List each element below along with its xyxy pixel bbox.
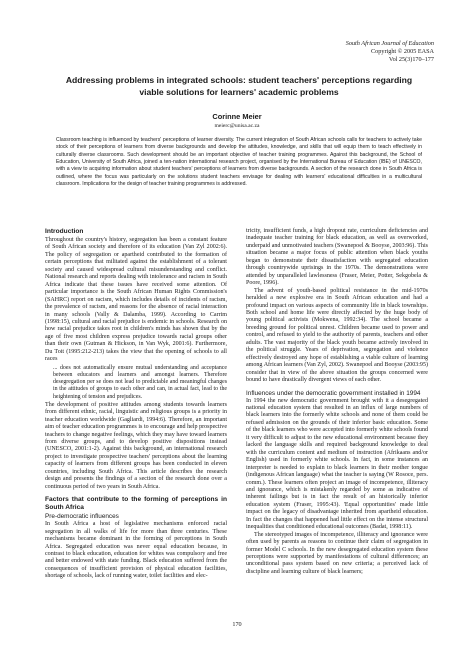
democratic-heading: Influences under the democratic government installed in 1994 bbox=[246, 389, 421, 397]
intro-paragraph-1: Throughout the country's history, segregation has been a constant feature of South African society and therefore of its education (Van Zyl 2002:6). The policy of segregation or apartheid contributed to the formation of certain perceptions that militated against the establishment of a tolerant society and caused widespread cultural misunderstanding and conflict. National research and reports dealing with intolerance and racism in South Africa indicate that these issues have received some attention. Of particular importance is the South African Human Rights Commission's (SAHRC) report on racism, which includes details of incidents of racism, the prevalence of racism, and reasons for the absence of racial interaction in many schools (Vally & Dalamba, 1999). According to Carrim (1998:15), cultural and racial prejudice is endemic in schools. Research on how racial prejudice takes root in children's minds has shown that by the age of five most children express prejudice towards racial groups other than their own (Gutman & Hickson, in Van Wyk, 2001:6). Furthermore, Du Toit (1995:212-213) takes the view that the opening of schools to all races bbox=[45, 237, 227, 363]
volume-pages: Vol 25(3)170–177 bbox=[388, 56, 434, 64]
author-name: Corinne Meier bbox=[212, 112, 262, 121]
right-column bbox=[246, 228, 428, 576]
pre-democratic-paragraph: In South Africa a host of legislative mechanisms enforced racial segregation in all walks of life for more than three centuries. These mechanisms became dominant in the forming of perceptions in South Africa. Segregated education was never equal education because, in contrast to black education, education for whites was compulsory and free and better endowed with state funding. Black education suffered from the consequences of insufficient provision of physical education facilities, shortage of schools, lack of running water, toilet facilities and elec- bbox=[45, 521, 227, 580]
abstract: Classroom teaching is influenced by teachers' perceptions of learner diversity. The current integration of South African schools calls for teachers to actively take stock of their perceptions of learners from diverse backgrounds and develop the attitudes, knowledge, and skills that will equip them to teach effectively in culturally diverse classrooms. Such development should be an important objective of teacher training programmes. Against this background, the School of Education, University of South Africa, joined a ten-nation international research project, organised by the International Bureau of Education (IBE) of UNESCO, with a view to acquiring information about student teachers' perceptions of learners from diverse backgrounds. A section of the research done in South Africa is outlined, where the focus was particularly on the solutions student teachers envisage for dealing with learners' educational difficulties in a multicultural classroom. Implications for the design of teacher training programmes is addressed. bbox=[56, 137, 422, 188]
pre-democratic-heading: Pre-democratic influences bbox=[45, 513, 119, 521]
right-paragraph-3: In 1994 the new democratic government brought with it a desegregated national education system that resulted in an influx of large numbers of black learners into the formerly white schools and none of them could be refused admission on the grounds of their inferior basic education. Some of the black learners who were accepted into formerly white schools found it very difficult to adjust to the new educational environment because they lacked the language skills and required background knowledge to deal with the curriculum content and medium of instruction (Afrikaans and/or English) used in formerly white schools. In fact, in some instances an interpreter is needed to explain to black learners in their mother tongue (indigenous African language) what the teacher is saying (W Rosoce, pers. comm.). These learners often project an image of incompetence, illiteracy and ignorance, which is mistakenly regarded by some as indicative of inherent failings but is in fact the result of an historically inferior education system (Fraser, 1995:43). 'Equal opportunities' made little impact on the legacy of disadvantage inherited from apartheid education. In fact the changes that happened had little effect on the intense structural inequalities that conditioned educational outcomes (Badat, 1998:11). bbox=[246, 397, 428, 531]
journal-header bbox=[346, 40, 434, 65]
journal-name: South African Journal of Education bbox=[345, 40, 434, 47]
left-column bbox=[45, 228, 227, 581]
intro-paragraph-2: The development of positive attitudes among students towards learners from different ethnic, racial, linguistic and religious groups is a priority in teacher education worldwide (Gagliardi, 1994:6). Therefore, an important aim of teacher education programmes is to encourage and help prospective teachers to change negative feelings, which they may have toward learners from diverse groups, and to develop positive dispositions instead (UNESCO, 2001:1-2). Against this background, an international research project to investigate prospective teachers' perceptions about the learning capacity of learners from different groups has been conducted in eleven countries, including South Africa. This article describes the research design and presents the findings of a section of the research done over a continuous period of two years in South Africa. bbox=[45, 401, 227, 490]
author-email: meierc@unisa.ac.za bbox=[214, 123, 260, 129]
right-paragraph-2: The advent of youth-based political resistance in the mid-1970s heralded a new explosive era in South African education and had a profound impact on various aspects of community life in black townships. Both school and home life were directly affected by the huge body of young political activists (Mokwena, 1992:34). The school became a breeding ground for political unrest. Children became used to power and control, and refused to yield to the authority of parents, teachers and other adults. The vast majority of the black youth became actively involved in the political struggle. Years of deprivation, segregation and violence effectively destroyed any hope of establishing a viable culture of learning among African learners (Van Zyl, 2002). Swanepoel and Booyse (2003:95) consider that in view of the above situation the groups concerned were bound to have drastically divergent views of each other. bbox=[246, 287, 428, 384]
copyright-line: Copyright © 2005 EASA bbox=[371, 48, 434, 56]
page-number: 170 bbox=[232, 621, 242, 628]
right-paragraph-1: tricity, insufficient funds, a high dropout rate, curriculum deficiencies and inadequate teacher training for black education, as well as overworked, underpaid and unmotivated teachers (Swanepoel & Booyse, 2003:96). This situation became a major focus of public attention when black youths began to demonstrate their dissatisfaction with segregated education through countrywide uprisings in the 1970s. The demonstrations were attended by unparalleled lawlessness (Fraser, Meier, Potter, Sekgobela & Poore, 1996). bbox=[246, 228, 428, 287]
article-title: Addressing problems in integrated schools: student teachers' perceptions regarding viable solutions for learners' academic problems bbox=[65, 75, 413, 97]
introduction-heading: Introduction bbox=[45, 228, 84, 235]
block-quote: ... does not automatically ensure mutual understanding and acceptance between educators and learners and amongst learners. Therefore desegregation per se does not lead to predictable and meaningful changes in the attitudes of groups to each other and can, in actual fact, lead to the heightening of tension and prejudices. bbox=[53, 364, 227, 400]
right-paragraph-4: The stereotyped images of incompetence, illiteracy and ignorance were often used by parents as reasons to continue their claim of segregation in former Model C schools. In the new desegregated education system these perceptions were supported by manifestations of cultural differences; an unconditional pass system based on new criteria; a perceived lack of discipline and learning culture of black learners; bbox=[246, 531, 428, 575]
factors-heading: Factors that contribute to the forming of perceptions in South Africa bbox=[45, 496, 227, 512]
